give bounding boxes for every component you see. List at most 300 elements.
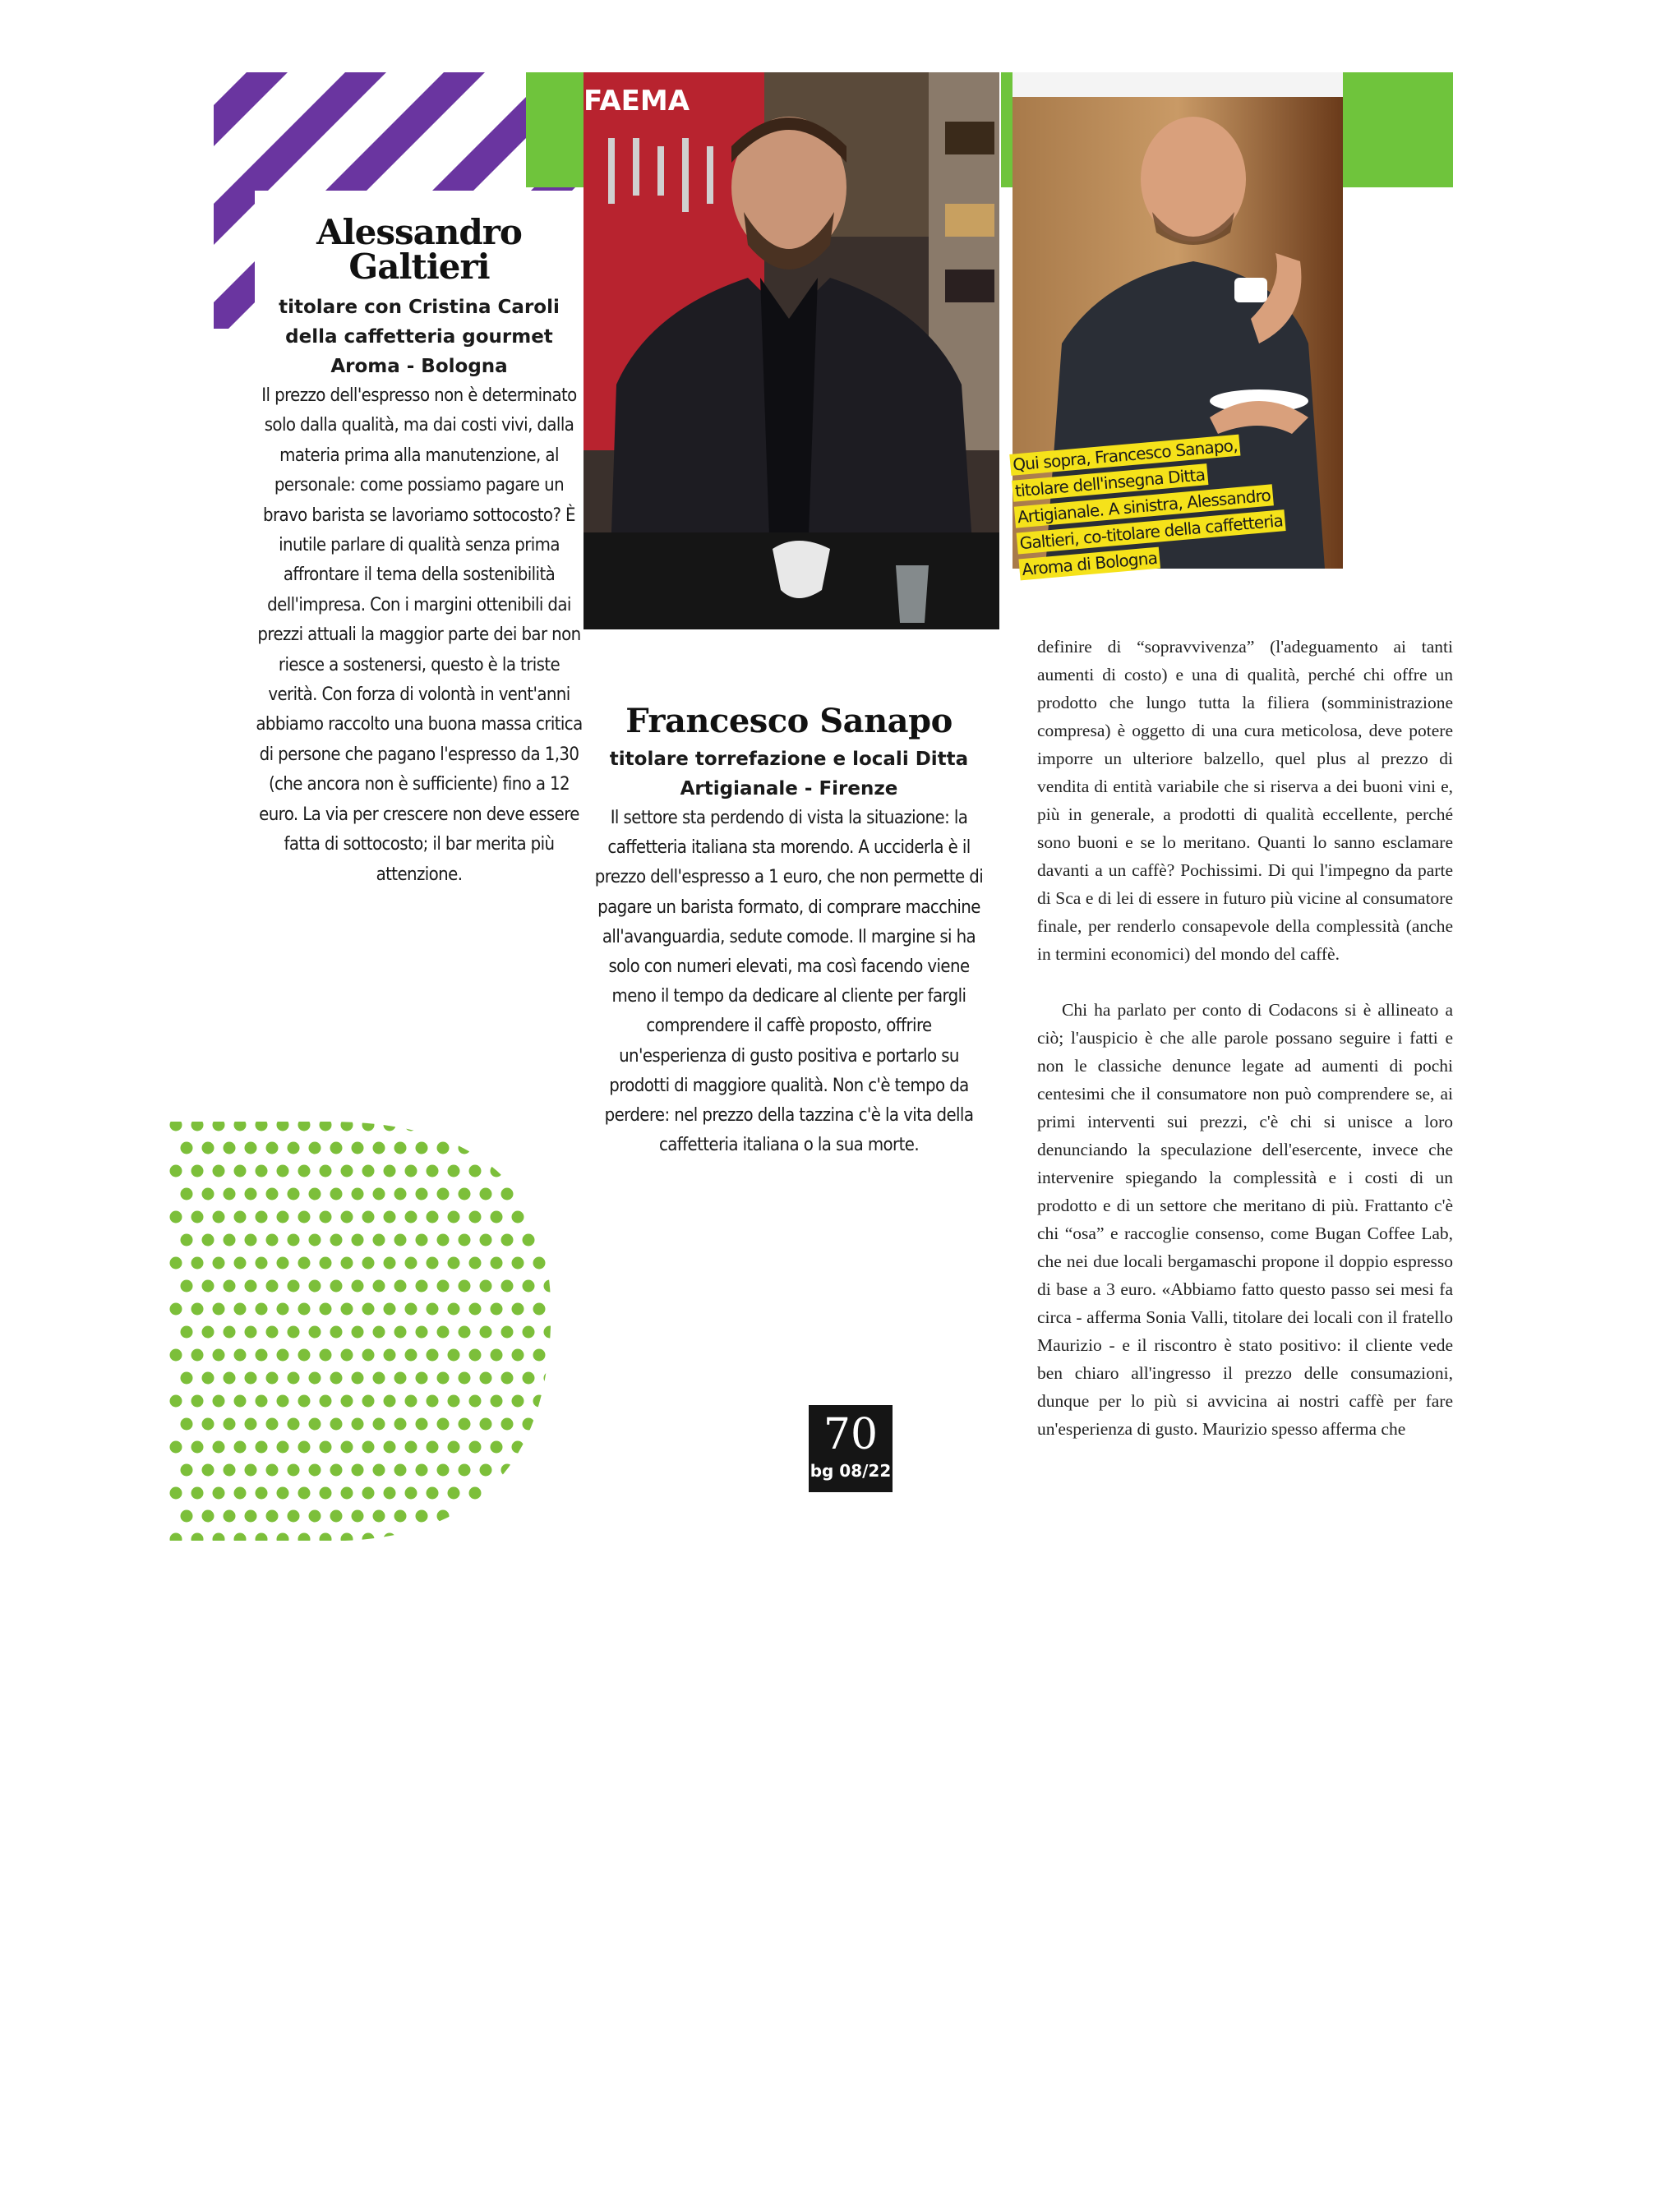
decorative-dot	[330, 1234, 343, 1247]
decorative-dot	[469, 1119, 482, 1131]
decorative-dot	[245, 1418, 257, 1431]
decorative-dot	[394, 1464, 407, 1477]
decorative-dot	[480, 1418, 492, 1431]
decorative-dot	[437, 1234, 450, 1247]
decorative-dot	[533, 1211, 546, 1224]
decorative-dot	[362, 1303, 375, 1316]
decorative-dot	[266, 1142, 279, 1154]
decorative-dot	[170, 1349, 182, 1362]
decorative-dot	[298, 1211, 311, 1224]
decorative-dot	[384, 1257, 396, 1270]
decorative-dot	[362, 1349, 375, 1362]
decorative-dot	[330, 1142, 343, 1154]
decorative-dot	[405, 1395, 417, 1408]
decorative-dot	[298, 1441, 311, 1454]
decorative-dot	[491, 1533, 503, 1546]
decorative-dot	[480, 1188, 492, 1200]
decorative-dot	[170, 1257, 182, 1270]
decorative-dot	[320, 1165, 332, 1177]
decorative-dot	[224, 1188, 236, 1200]
decorative-dot	[298, 1303, 311, 1316]
decorative-dot	[416, 1510, 428, 1523]
decorative-dot	[533, 1257, 546, 1270]
decorative-dot	[533, 1349, 546, 1362]
decorative-dot	[341, 1119, 353, 1131]
decorative-dot	[320, 1487, 332, 1500]
decorative-dot	[384, 1533, 396, 1546]
decorative-dot	[523, 1188, 535, 1200]
decorative-dot	[266, 1464, 279, 1477]
decorative-dot	[501, 1464, 514, 1477]
decorative-dot	[448, 1165, 460, 1177]
decorative-dot	[213, 1487, 225, 1500]
decorative-dot	[437, 1188, 450, 1200]
decorative-dot	[501, 1188, 514, 1200]
decorative-dot	[480, 1464, 492, 1477]
decorative-dot	[352, 1372, 364, 1385]
decorative-dot	[523, 1280, 535, 1293]
decorative-dot	[330, 1418, 343, 1431]
article-body	[1037, 633, 1453, 1443]
decorative-dot	[277, 1349, 289, 1362]
decorative-dot	[245, 1464, 257, 1477]
decorative-dot	[277, 1395, 289, 1408]
decorative-dot	[256, 1303, 268, 1316]
decorative-dot	[384, 1211, 396, 1224]
decorative-dot	[469, 1441, 482, 1454]
decorative-dot	[523, 1510, 535, 1523]
decorative-dot	[288, 1510, 300, 1523]
decorative-dot	[405, 1165, 417, 1177]
decorative-dot	[277, 1487, 289, 1500]
decorative-dot	[394, 1142, 407, 1154]
decorative-dot	[480, 1142, 492, 1154]
decorative-dot	[266, 1188, 279, 1200]
decorative-dot	[491, 1395, 503, 1408]
decorative-dot	[341, 1211, 353, 1224]
decorative-dot	[341, 1487, 353, 1500]
decorative-dot	[181, 1280, 193, 1293]
decorative-dot	[544, 1464, 556, 1477]
decorative-dot	[427, 1349, 439, 1362]
decorative-dot	[437, 1372, 450, 1385]
decorative-dot	[309, 1142, 321, 1154]
decorative-dot	[256, 1395, 268, 1408]
decorative-dot	[373, 1418, 385, 1431]
decorative-dot	[362, 1395, 375, 1408]
decorative-dot	[191, 1349, 204, 1362]
decorative-dot	[394, 1234, 407, 1247]
decorative-dot	[309, 1326, 321, 1339]
decorative-dot	[544, 1418, 556, 1431]
decorative-dot	[416, 1464, 428, 1477]
decorative-dot	[298, 1165, 311, 1177]
decorative-dot	[405, 1533, 417, 1546]
decorative-dot	[459, 1326, 471, 1339]
galtieri-name-line2: Galtieri	[348, 247, 490, 287]
decorative-dot	[234, 1119, 247, 1131]
decorative-dot	[245, 1326, 257, 1339]
decorative-dot	[416, 1188, 428, 1200]
decorative-dot	[245, 1372, 257, 1385]
decorative-dot	[405, 1211, 417, 1224]
decorative-dot	[234, 1349, 247, 1362]
decorative-dot	[427, 1165, 439, 1177]
decorative-dot	[373, 1510, 385, 1523]
decorative-dot	[170, 1165, 182, 1177]
decorative-dot	[469, 1349, 482, 1362]
decorative-dot	[213, 1119, 225, 1131]
decorative-dot	[533, 1395, 546, 1408]
decorative-dot	[362, 1533, 375, 1546]
decorative-dot	[469, 1395, 482, 1408]
decorative-dot	[352, 1280, 364, 1293]
decorative-dot	[523, 1418, 535, 1431]
decorative-dot	[213, 1165, 225, 1177]
decorative-dot	[277, 1257, 289, 1270]
decorative-dot	[191, 1441, 204, 1454]
decorative-dot	[245, 1280, 257, 1293]
decorative-dot	[437, 1280, 450, 1293]
decorative-dot	[373, 1188, 385, 1200]
decorative-dot	[405, 1441, 417, 1454]
decorative-dot	[234, 1303, 247, 1316]
decorative-dot	[480, 1280, 492, 1293]
decorative-dot	[373, 1326, 385, 1339]
decorative-dot	[523, 1234, 535, 1247]
decorative-dot	[266, 1418, 279, 1431]
decorative-dot	[298, 1349, 311, 1362]
decorative-dot	[191, 1211, 204, 1224]
decorative-dot	[448, 1119, 460, 1131]
decorative-dot	[416, 1418, 428, 1431]
decorative-dot	[362, 1211, 375, 1224]
decorative-dot	[394, 1510, 407, 1523]
decorative-dot	[523, 1326, 535, 1339]
decorative-dot	[256, 1487, 268, 1500]
decorative-dot	[320, 1441, 332, 1454]
decorative-dot	[298, 1257, 311, 1270]
decorative-dot	[202, 1188, 214, 1200]
decorative-dot	[469, 1533, 482, 1546]
decorative-dot	[459, 1142, 471, 1154]
decorative-dot	[213, 1257, 225, 1270]
decorative-dot	[320, 1303, 332, 1316]
decorative-dot	[309, 1188, 321, 1200]
decorative-dot	[288, 1326, 300, 1339]
decorative-dot	[266, 1372, 279, 1385]
decorative-dot	[480, 1326, 492, 1339]
decorative-dot	[512, 1395, 524, 1408]
decorative-dot	[202, 1234, 214, 1247]
decorative-dot	[298, 1487, 311, 1500]
decorative-dot	[384, 1395, 396, 1408]
decorative-dot	[459, 1510, 471, 1523]
decorative-dot	[202, 1418, 214, 1431]
decorative-dot	[288, 1280, 300, 1293]
sanapo-photo	[584, 72, 999, 629]
decorative-dot	[341, 1395, 353, 1408]
decorative-dot	[330, 1510, 343, 1523]
decorative-dot	[181, 1510, 193, 1523]
decorative-dot	[459, 1372, 471, 1385]
decorative-dot	[405, 1119, 417, 1131]
decorative-dot	[533, 1119, 546, 1131]
decorative-dot	[533, 1303, 546, 1316]
galtieri-interview	[255, 212, 584, 890]
decorative-dot	[405, 1257, 417, 1270]
decorative-dot	[459, 1234, 471, 1247]
decorative-dot	[427, 1119, 439, 1131]
decorative-dot	[245, 1510, 257, 1523]
sanapo-interview	[592, 702, 986, 1160]
decorative-dot	[266, 1510, 279, 1523]
decorative-dot	[298, 1533, 311, 1546]
decorative-dot	[256, 1349, 268, 1362]
decorative-dot	[330, 1326, 343, 1339]
decorative-dot	[512, 1119, 524, 1131]
decorative-dot	[234, 1487, 247, 1500]
decorative-dot	[491, 1441, 503, 1454]
decorative-dot	[224, 1280, 236, 1293]
decorative-dot	[459, 1464, 471, 1477]
decorative-dot	[416, 1142, 428, 1154]
decorative-dot	[448, 1257, 460, 1270]
decorative-dot	[480, 1372, 492, 1385]
decorative-dot	[512, 1303, 524, 1316]
decorative-dot	[341, 1257, 353, 1270]
decorative-dot	[191, 1165, 204, 1177]
decorative-dot	[191, 1395, 204, 1408]
decorative-dot	[191, 1303, 204, 1316]
decorative-dot	[501, 1372, 514, 1385]
decorative-dot	[256, 1257, 268, 1270]
decorative-dot	[416, 1326, 428, 1339]
decorative-dot	[459, 1188, 471, 1200]
decorative-dot	[266, 1234, 279, 1247]
decorative-dot	[512, 1257, 524, 1270]
decorative-dot	[448, 1349, 460, 1362]
decorative-dot	[320, 1211, 332, 1224]
decorative-dot	[309, 1510, 321, 1523]
decorative-dot	[298, 1395, 311, 1408]
decorative-dot	[191, 1533, 204, 1546]
decorative-dot	[384, 1349, 396, 1362]
decorative-dot	[170, 1395, 182, 1408]
decorative-dot-pattern	[164, 1105, 559, 1549]
decorative-dot	[288, 1418, 300, 1431]
decorative-dot	[181, 1372, 193, 1385]
decorative-dot	[405, 1303, 417, 1316]
decorative-dot	[427, 1211, 439, 1224]
decorative-dot	[320, 1349, 332, 1362]
decorative-dot	[213, 1395, 225, 1408]
decorative-dot	[512, 1487, 524, 1500]
decorative-dot	[181, 1188, 193, 1200]
decorative-dot	[501, 1326, 514, 1339]
decorative-dot	[320, 1119, 332, 1131]
decorative-dot	[191, 1487, 204, 1500]
decorative-dot	[309, 1418, 321, 1431]
decorative-dot	[544, 1326, 556, 1339]
decorative-dot	[202, 1464, 214, 1477]
decorative-dot	[437, 1510, 450, 1523]
decorative-dot	[427, 1395, 439, 1408]
decorative-dot	[448, 1441, 460, 1454]
decorative-dot	[277, 1303, 289, 1316]
decorative-dot	[427, 1303, 439, 1316]
decorative-dot	[170, 1211, 182, 1224]
decorative-dot	[491, 1211, 503, 1224]
page-number: 70	[823, 1410, 879, 1459]
decorative-dot	[437, 1142, 450, 1154]
decorative-dot	[448, 1303, 460, 1316]
decorative-dot	[224, 1510, 236, 1523]
decorative-dot	[384, 1487, 396, 1500]
decorative-dot	[362, 1487, 375, 1500]
decorative-dot	[181, 1418, 193, 1431]
decorative-dot	[277, 1165, 289, 1177]
galtieri-role: titolare con Cristina Caroli della caffetteria gourmet Aroma - Bologna	[279, 297, 560, 377]
decorative-dot	[352, 1142, 364, 1154]
decorative-dot	[501, 1510, 514, 1523]
decorative-dot	[480, 1510, 492, 1523]
decorative-dot	[224, 1142, 236, 1154]
decorative-dot	[181, 1464, 193, 1477]
decorative-dot	[501, 1418, 514, 1431]
decorative-dot	[181, 1142, 193, 1154]
decorative-dot	[170, 1533, 182, 1546]
article-paragraph-1: definire di “sopravvivenza” (l'adeguamento ai tanti aumenti di costo) e una di qualità, perché chi offre un prodotto che lungo tutta la filiera (somministrazione compresa) è oggetto di una cura meticolosa, deve potere imporre un ulteriore balzello, quel plus al prezzo di vendita di entità variabile che si riserva a dei buoni vini e, più in generale, a prodotti di qualità eccellente, perché sono buoni e se lo meritano. Quanti lo sanno esclamare davanti a un caffè? Pochissimi. Di qui l'impegno da parte di Sca e di lei di essere in futuro più vicine al consumatore finale, per renderlo consapevole della complessità (anche in termini economici) del mondo del caffè.	[1037, 637, 1453, 964]
galtieri-name	[255, 212, 584, 287]
decorative-dot	[501, 1142, 514, 1154]
decorative-dot	[245, 1142, 257, 1154]
photo-caption	[1009, 427, 1299, 583]
decorative-dot	[491, 1257, 503, 1270]
decorative-dot	[234, 1395, 247, 1408]
decorative-dot	[288, 1464, 300, 1477]
decorative-dot	[266, 1326, 279, 1339]
decorative-dot	[512, 1165, 524, 1177]
decorative-dot	[309, 1234, 321, 1247]
decorative-dot	[352, 1234, 364, 1247]
decorative-dot	[320, 1257, 332, 1270]
decorative-dot	[416, 1234, 428, 1247]
decorative-dot	[309, 1372, 321, 1385]
decorative-dot	[202, 1372, 214, 1385]
decorative-dot	[224, 1234, 236, 1247]
decorative-dot	[362, 1257, 375, 1270]
decorative-dot	[213, 1349, 225, 1362]
decorative-dot	[352, 1188, 364, 1200]
sanapo-portrait-image	[584, 72, 999, 629]
decorative-dot	[394, 1418, 407, 1431]
decorative-dot	[320, 1533, 332, 1546]
decorative-dot	[469, 1303, 482, 1316]
decorative-dot	[234, 1257, 247, 1270]
decorative-dot	[416, 1372, 428, 1385]
decorative-dot	[330, 1188, 343, 1200]
decorative-dot	[170, 1119, 182, 1131]
decorative-dot	[427, 1257, 439, 1270]
decorative-dot	[341, 1303, 353, 1316]
decorative-dot	[427, 1487, 439, 1500]
galtieri-name-line1: Alessandro	[316, 212, 522, 252]
sanapo-role: titolare torrefazione e locali Ditta Artigianale - Firenze	[609, 749, 969, 800]
decorative-dot	[491, 1165, 503, 1177]
decorative-dot	[373, 1142, 385, 1154]
decorative-dot	[277, 1533, 289, 1546]
decorative-dot	[224, 1326, 236, 1339]
decorative-dot	[448, 1395, 460, 1408]
decorative-dot	[234, 1441, 247, 1454]
article-paragraph-2: Chi ha parlato per conto di Codacons si è allineato a ciò; l'auspicio è che alle parole possano seguire i fatti e non le classiche denunce legate ad aumenti di pochi centesimi che il consumatore non può comprendere se, ai primi interventi sui prezzi, c'è chi si unisce a loro denunciando la speculazione dell'esercente, invece che intervenire spiegando la complessità e i costi di un prodotto e di un settore che meritano di più. Frattanto c'è chi “osa” e raccoglie consenso, come Bugan Coffee Lab, che nei due locali bergamaschi propone il doppio espresso di base a 3 euro. «Abbiamo fatto questo passo sei mesi fa circa - afferma Sonia Valli, titolare dei locali con il fratello Maurizio - e il riscontro è stato positivo: il cliente vede ben chiaro all'ingresso il prezzo delle consumazioni, dunque per lo più si avvicina ai nostri caffè per fare un'esperienza di gusto. Maurizio spesso afferma che	[1037, 1000, 1453, 1439]
decorative-dot	[373, 1234, 385, 1247]
decorative-dot	[491, 1487, 503, 1500]
page-number-box	[809, 1405, 893, 1492]
decorative-dot	[309, 1464, 321, 1477]
decorative-dot	[416, 1280, 428, 1293]
decorative-dot	[245, 1234, 257, 1247]
decorative-dot	[437, 1418, 450, 1431]
decorative-dot	[469, 1211, 482, 1224]
sanapo-name: Francesco Sanapo	[625, 702, 953, 740]
decorative-dot	[544, 1188, 556, 1200]
decorative-dot	[320, 1395, 332, 1408]
decorative-dot	[394, 1372, 407, 1385]
decorative-dot	[362, 1441, 375, 1454]
decorative-dot	[234, 1211, 247, 1224]
decorative-dot	[384, 1441, 396, 1454]
decorative-dot	[544, 1510, 556, 1523]
decorative-dot	[533, 1165, 546, 1177]
decorative-dot	[512, 1533, 524, 1546]
decorative-dot	[245, 1188, 257, 1200]
galtieri-quote: Il prezzo dell'espresso non è determinato solo dalla qualità, ma dai costi vivi, dalla materia prima alla manutenzione, al personale: come possiamo pagare un bravo barista se lavoriamo sottocosto? È inutile parlare di qualità senza prima affrontare il tema della sostenibilità dell'impresa. Con i margini ottenibili dai prezzi attuali la maggior parte dei bar non riesce a sostenersi, questo è la triste verità. Con forza di volontà in vent'anni abbiamo raccolto una buona massa critica di persone che pagano l'espresso da 1,30 (che ancora non è sufficiente) fino a 12 euro. La via per crescere non deve essere fatta di sottocosto; il bar merita più attenzione.	[256, 385, 583, 885]
decorative-dot	[362, 1165, 375, 1177]
decorative-dot	[277, 1119, 289, 1131]
decorative-dot	[330, 1372, 343, 1385]
decorative-dot	[256, 1211, 268, 1224]
decorative-dot	[544, 1234, 556, 1247]
decorative-dot	[224, 1372, 236, 1385]
decorative-dot	[523, 1142, 535, 1154]
decorative-dot	[181, 1234, 193, 1247]
decorative-dot	[266, 1280, 279, 1293]
decorative-dot	[213, 1211, 225, 1224]
decorative-dot	[394, 1326, 407, 1339]
decorative-dot	[298, 1119, 311, 1131]
decorative-dot	[501, 1234, 514, 1247]
decorative-dot	[170, 1441, 182, 1454]
decorative-dot	[448, 1211, 460, 1224]
decorative-dot	[256, 1165, 268, 1177]
decorative-dot	[491, 1303, 503, 1316]
decorative-dot	[459, 1280, 471, 1293]
decorative-dot	[352, 1510, 364, 1523]
decorative-dot	[224, 1464, 236, 1477]
decorative-dot	[491, 1349, 503, 1362]
decorative-dot	[384, 1303, 396, 1316]
decorative-dot	[224, 1418, 236, 1431]
decorative-dot	[469, 1165, 482, 1177]
faema-sign: FAEMA	[584, 85, 690, 118]
decorative-dot	[341, 1165, 353, 1177]
decorative-dot	[202, 1326, 214, 1339]
decorative-dot	[256, 1119, 268, 1131]
decorative-dot	[512, 1441, 524, 1454]
decorative-dot	[234, 1165, 247, 1177]
